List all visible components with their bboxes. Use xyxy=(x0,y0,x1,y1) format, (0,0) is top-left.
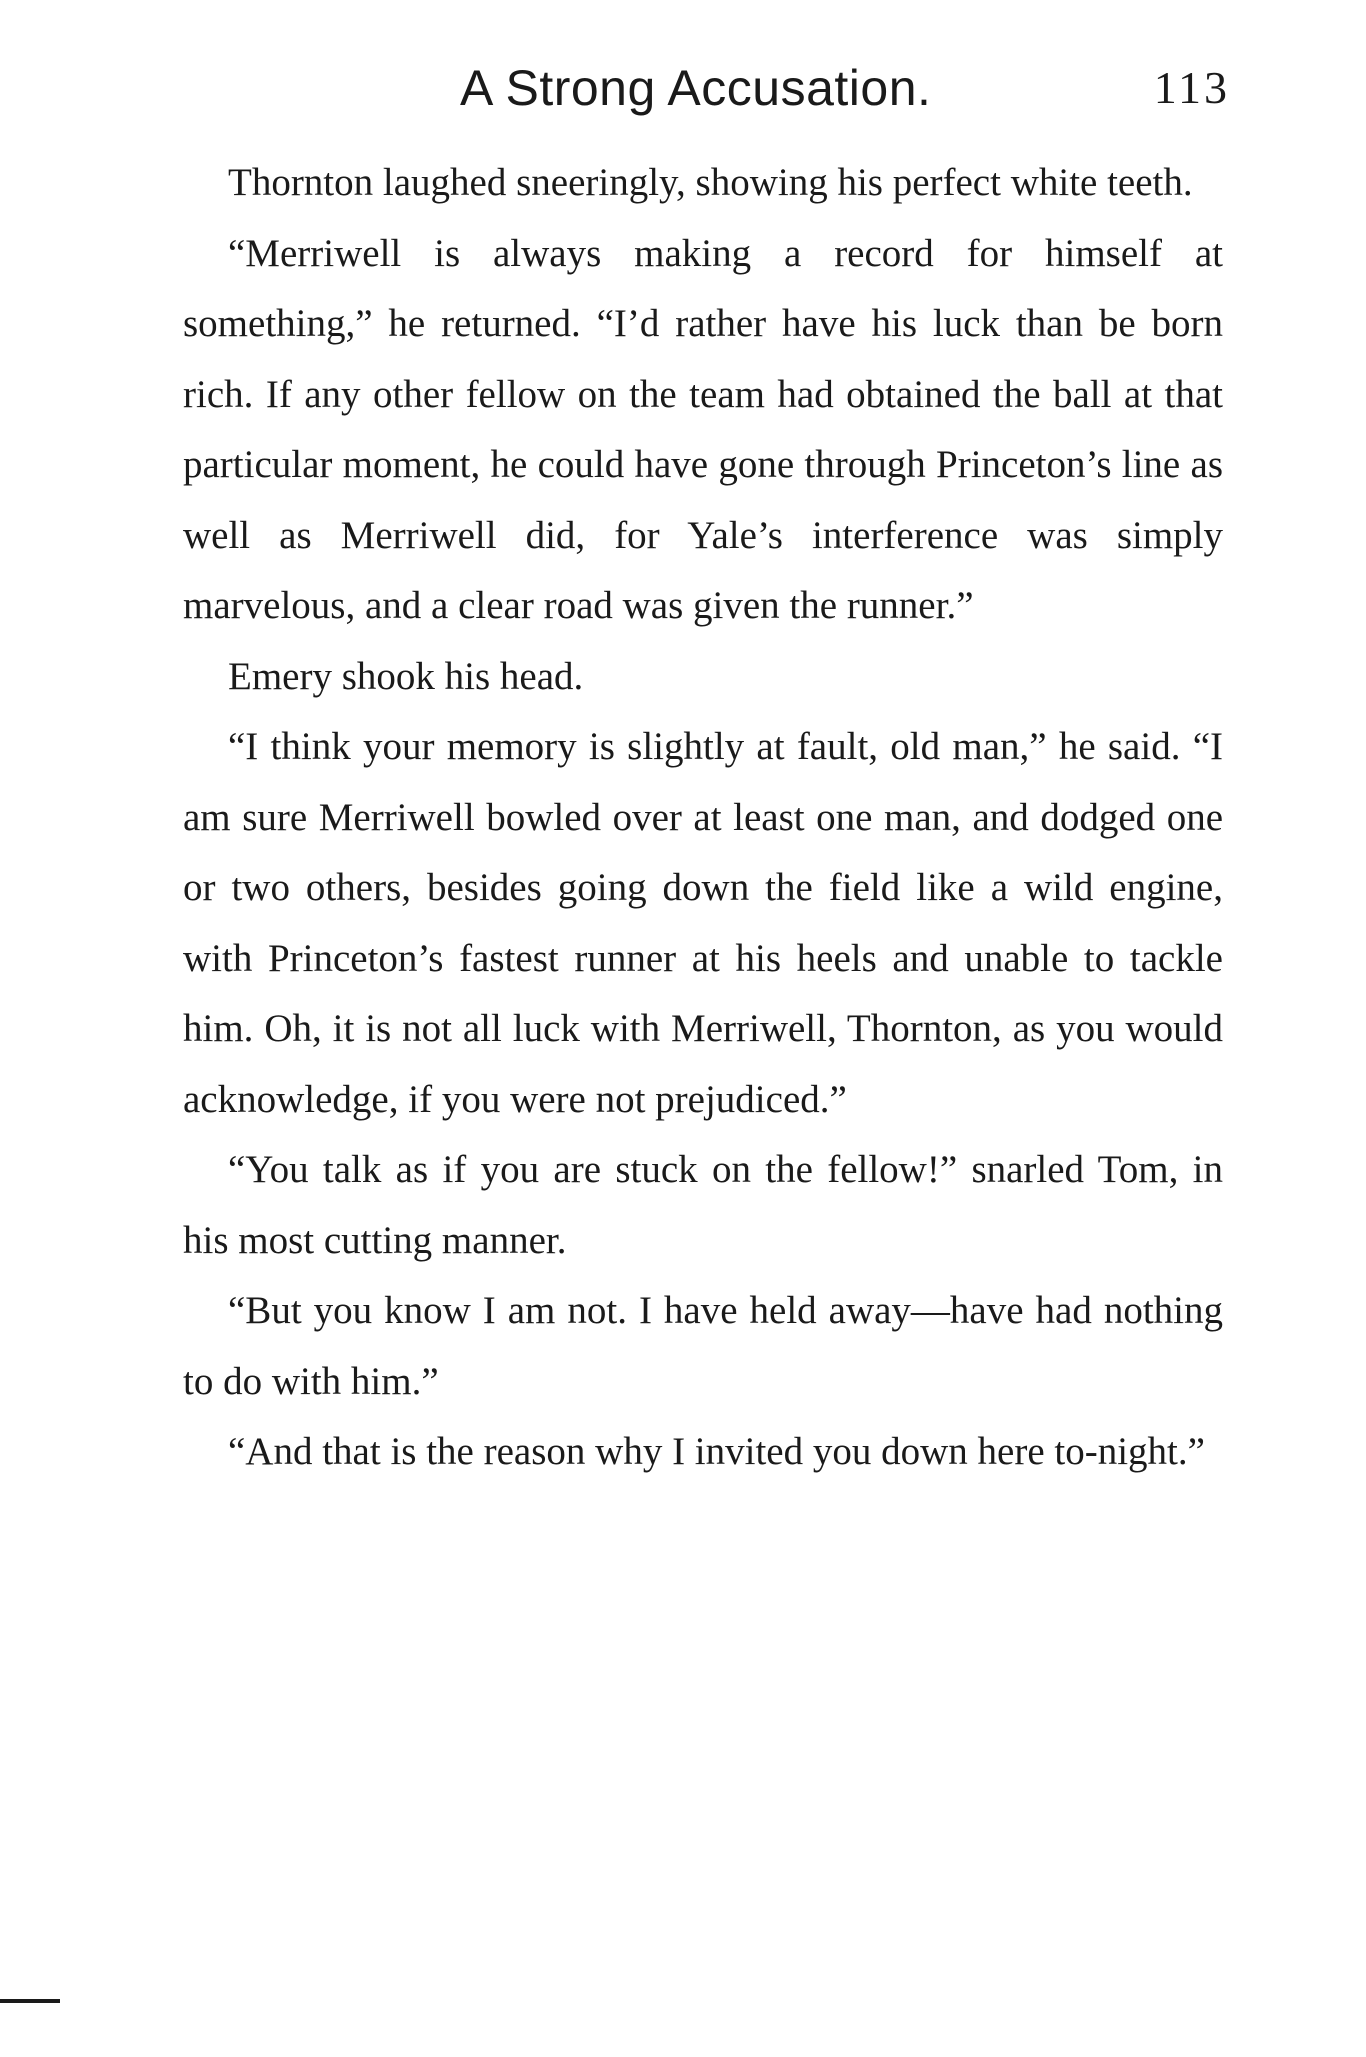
body-text xyxy=(183,148,1223,1488)
paragraph: “And that is the reason why I invited you down here to-night.” xyxy=(228,1430,1205,1473)
paragraph: “But you know I am not. I have held away—have had nothing to do with him.” xyxy=(183,1289,1223,1403)
paragraph: “You talk as if you are stuck on the fellow!” snarled Tom, in his most cutting manner. xyxy=(183,1148,1223,1262)
paragraph: Thornton laughed sneeringly, showing his perfect white teeth. xyxy=(228,161,1193,204)
page-number: 113 xyxy=(1153,62,1230,113)
paragraph: “I think your memory is slightly at fault, old man,” he said. “I am sure Merriwell bowled over at least one man, and dodged one or two others, besides going down the field like a wild engine, with Princeton’s fastest runner at his heels and unable to tackle him. Oh, it is not all luck with Merriwell, Thornton, as you would acknowledge, if you were not prejudiced.” xyxy=(183,725,1223,1121)
margin-mark xyxy=(0,1999,60,2003)
paragraph: “Merriwell is always making a record for himself at something,” he returned. “I’d rather have his luck than be born rich. If any other fellow on the team had obtained the ball at that particular moment, he could have gone through Princeton’s line as well as Merriwell did, for Yale’s interference was simply marvelous, and a clear road was given the runner.” xyxy=(183,231,1223,627)
running-title: A Strong Accusation. xyxy=(460,60,932,116)
paragraph: Emery shook his head. xyxy=(228,654,584,698)
running-head xyxy=(180,48,1230,128)
